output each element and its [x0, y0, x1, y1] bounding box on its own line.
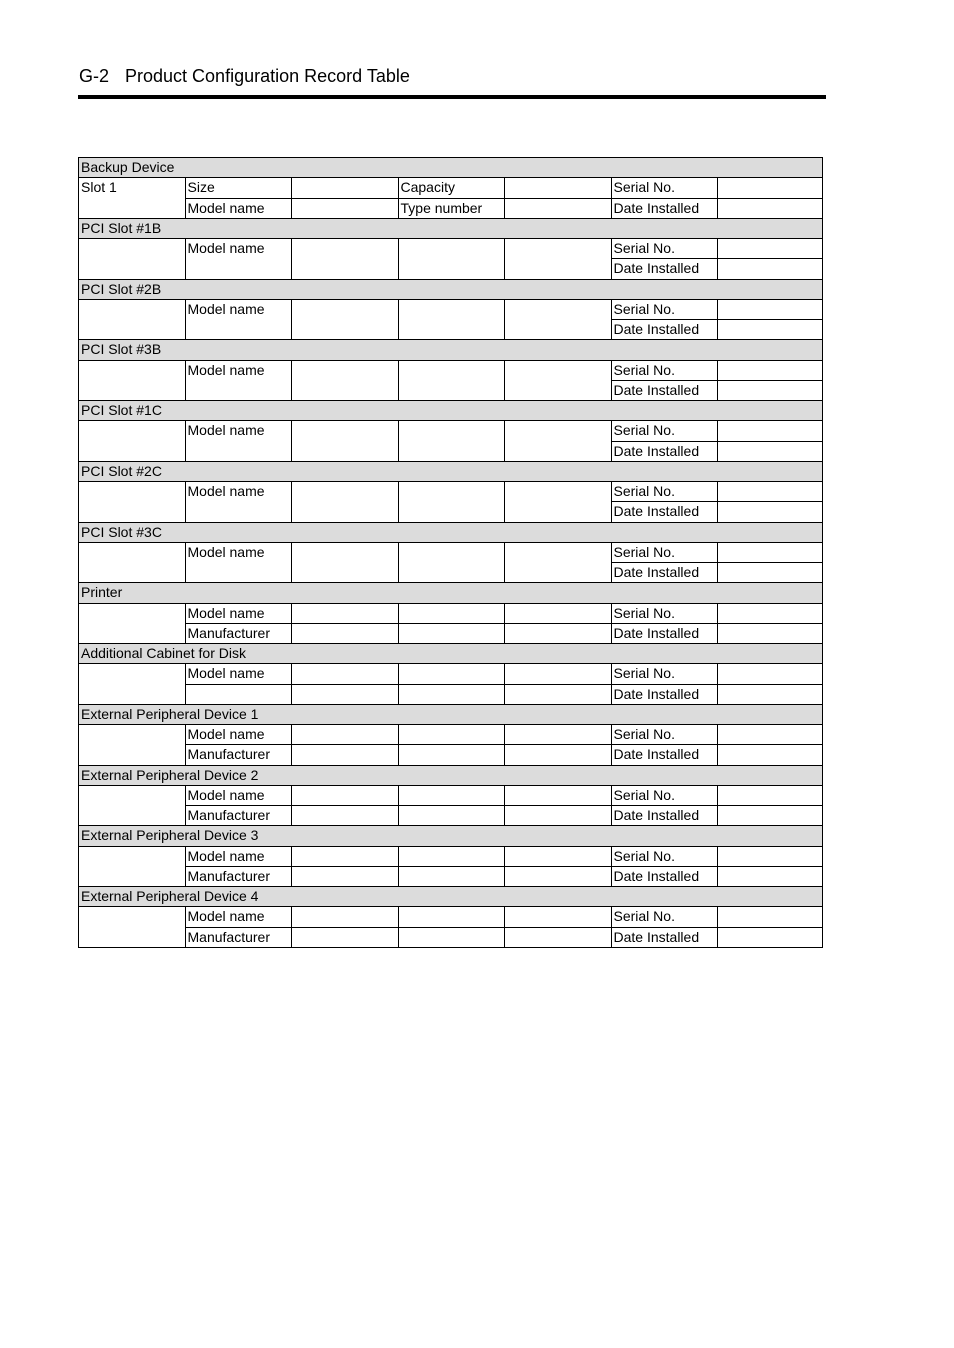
section-title-additional-cabinet-for-disk: Additional Cabinet for Disk [79, 644, 823, 664]
section-title-pci-slot-3b: PCI Slot #3B [79, 340, 823, 360]
field-label-date-installed: Date Installed [611, 320, 718, 340]
record-row [79, 846, 823, 866]
field-value-cell[interactable] [398, 421, 505, 462]
record-row [79, 684, 823, 704]
section-title-external-peripheral-device-3: External Peripheral Device 3 [79, 826, 823, 846]
field-value-cell[interactable] [292, 684, 399, 704]
record-row [79, 421, 823, 441]
field-value-cell[interactable] [398, 482, 505, 523]
item-cell-printer [79, 603, 186, 644]
field-value-cell[interactable] [505, 623, 612, 643]
section-title-external-peripheral-device-1: External Peripheral Device 1 [79, 704, 823, 724]
field-value-cell[interactable] [718, 441, 823, 461]
field-label-date-installed: Date Installed [611, 684, 718, 704]
field-value-cell[interactable] [505, 421, 612, 462]
field-value-cell[interactable] [292, 623, 399, 643]
field-value-cell[interactable] [505, 806, 612, 826]
field-value-cell[interactable] [505, 866, 612, 886]
field-label-model-name: Model name [185, 482, 292, 523]
field-value-cell[interactable] [398, 907, 505, 927]
field-value-cell[interactable] [718, 664, 823, 684]
section-title-external-peripheral-device-4: External Peripheral Device 4 [79, 887, 823, 907]
record-row [79, 542, 823, 562]
field-value-cell[interactable] [505, 684, 612, 704]
field-label-date-installed: Date Installed [611, 623, 718, 643]
field-value-cell[interactable] [718, 684, 823, 704]
field-label-model-name: Model name [185, 299, 292, 340]
section-title-printer: Printer [79, 583, 823, 603]
section-header-row [79, 887, 823, 907]
field-label-manufacturer: Manufacturer [185, 806, 292, 826]
field-value-cell[interactable] [292, 421, 399, 462]
section-header-row [79, 583, 823, 603]
field-label-model-name: Model name [185, 198, 292, 218]
record-row [79, 664, 823, 684]
field-value-cell[interactable] [505, 927, 612, 947]
field-label-empty [185, 684, 292, 704]
field-value-cell[interactable] [718, 725, 823, 745]
field-value-cell[interactable] [398, 785, 505, 805]
field-value-cell[interactable] [398, 806, 505, 826]
slot-label: Slot 1 [79, 178, 186, 219]
field-label-serial-no: Serial No. [611, 785, 718, 805]
field-value-cell[interactable] [718, 421, 823, 441]
record-row [79, 927, 823, 947]
field-value-cell[interactable] [505, 542, 612, 583]
field-label-serial-no: Serial No. [611, 542, 718, 562]
section-header-row [79, 522, 823, 542]
section-title-pci-slot-1c: PCI Slot #1C [79, 401, 823, 421]
section-title-external-peripheral-device-2: External Peripheral Device 2 [79, 765, 823, 785]
field-label-date-installed: Date Installed [611, 927, 718, 947]
item-cell-pci-slot-2b [79, 299, 186, 340]
field-label-manufacturer: Manufacturer [185, 623, 292, 643]
field-label-manufacturer: Manufacturer [185, 927, 292, 947]
field-value-cell[interactable] [505, 603, 612, 623]
field-label-model-name: Model name [185, 725, 292, 745]
field-label-serial-no: Serial No. [611, 482, 718, 502]
field-value-cell[interactable] [292, 907, 399, 927]
field-value-cell[interactable] [292, 603, 399, 623]
field-label-serial-no: Serial No. [611, 907, 718, 927]
field-value-cell[interactable] [398, 299, 505, 340]
field-value-cell[interactable] [292, 745, 399, 765]
field-label-serial-no: Serial No. [611, 664, 718, 684]
section-title-pci-slot-3c: PCI Slot #3C [79, 522, 823, 542]
field-label-model-name: Model name [185, 907, 292, 927]
section-title-pci-slot-1b: PCI Slot #1B [79, 218, 823, 238]
item-cell-external-peripheral-device-2 [79, 785, 186, 826]
field-value-cell[interactable] [718, 866, 823, 886]
configuration-record-body [79, 158, 823, 948]
record-row [79, 745, 823, 765]
field-label-serial-no: Serial No. [611, 239, 718, 259]
field-value-cell[interactable] [718, 806, 823, 826]
field-value-cell[interactable] [292, 725, 399, 745]
field-label-capacity: Capacity [398, 178, 505, 198]
field-label-manufacturer: Manufacturer [185, 745, 292, 765]
field-value-cell[interactable] [505, 846, 612, 866]
field-value-cell[interactable] [398, 745, 505, 765]
field-value-cell[interactable] [718, 846, 823, 866]
record-row [79, 299, 823, 319]
field-value-cell[interactable] [505, 664, 612, 684]
item-cell-pci-slot-1b [79, 239, 186, 280]
configuration-record-table [78, 157, 823, 948]
field-value-cell[interactable] [718, 907, 823, 927]
record-row [79, 239, 823, 259]
field-value-cell[interactable] [398, 623, 505, 643]
section-header-row [79, 704, 823, 724]
field-value-cell[interactable] [505, 299, 612, 340]
record-row [79, 623, 823, 643]
field-value-cell[interactable] [505, 725, 612, 745]
section-header-row [79, 158, 823, 178]
field-label-serial-no: Serial No. [611, 421, 718, 441]
field-value-cell[interactable] [292, 299, 399, 340]
field-value-cell[interactable] [505, 907, 612, 927]
record-row [79, 785, 823, 805]
field-label-serial-no: Serial No. [611, 846, 718, 866]
section-header-row [79, 279, 823, 299]
field-value-cell[interactable] [718, 927, 823, 947]
record-row [79, 806, 823, 826]
section-header-row [79, 644, 823, 664]
record-row [79, 866, 823, 886]
field-value-cell[interactable] [398, 927, 505, 947]
field-label-serial-no: Serial No. [611, 725, 718, 745]
field-value-cell[interactable] [718, 239, 823, 259]
field-value-cell[interactable] [398, 866, 505, 886]
field-value-cell[interactable] [718, 542, 823, 562]
field-value-cell[interactable] [505, 785, 612, 805]
item-cell-pci-slot-1c [79, 421, 186, 462]
field-label-model-name: Model name [185, 421, 292, 462]
field-value-cell[interactable] [398, 684, 505, 704]
record-row [79, 725, 823, 745]
field-value-cell[interactable] [292, 866, 399, 886]
field-value-cell[interactable] [292, 178, 399, 198]
field-value-cell[interactable] [292, 482, 399, 523]
field-value-cell[interactable] [718, 380, 823, 400]
section-header-row [79, 765, 823, 785]
field-value-cell[interactable] [292, 239, 399, 280]
field-label-date-installed: Date Installed [611, 745, 718, 765]
field-value-cell[interactable] [292, 198, 399, 218]
item-cell-pci-slot-3b [79, 360, 186, 401]
field-label-date-installed: Date Installed [611, 441, 718, 461]
field-label-model-name: Model name [185, 239, 292, 280]
page-header [78, 64, 826, 99]
field-value-cell[interactable] [718, 603, 823, 623]
field-label-serial-no: Serial No. [611, 603, 718, 623]
field-value-cell[interactable] [505, 198, 612, 218]
field-value-cell[interactable] [292, 806, 399, 826]
section-title-backup-device: Backup Device [79, 158, 823, 178]
item-cell-external-peripheral-device-3 [79, 846, 186, 887]
field-value-cell[interactable] [398, 725, 505, 745]
field-value-cell[interactable] [718, 745, 823, 765]
field-value-cell[interactable] [398, 360, 505, 401]
field-value-cell[interactable] [398, 542, 505, 583]
section-title-pci-slot-2b: PCI Slot #2B [79, 279, 823, 299]
field-label-model-name: Model name [185, 664, 292, 684]
field-label-date-installed: Date Installed [611, 259, 718, 279]
section-header-row [79, 461, 823, 481]
field-label-serial-no: Serial No. [611, 299, 718, 319]
section-header-row [79, 401, 823, 421]
field-label-model-name: Model name [185, 846, 292, 866]
field-value-cell[interactable] [718, 623, 823, 643]
record-row [79, 360, 823, 380]
item-cell-pci-slot-2c [79, 482, 186, 523]
field-value-cell[interactable] [292, 785, 399, 805]
field-label-model-name: Model name [185, 542, 292, 583]
field-value-cell[interactable] [718, 785, 823, 805]
record-row [79, 603, 823, 623]
field-label-model-name: Model name [185, 603, 292, 623]
field-value-cell[interactable] [718, 563, 823, 583]
field-value-cell[interactable] [505, 745, 612, 765]
field-label-date-installed: Date Installed [611, 563, 718, 583]
field-label-date-installed: Date Installed [611, 502, 718, 522]
field-value-cell[interactable] [398, 239, 505, 280]
field-value-cell[interactable] [718, 360, 823, 380]
field-value-cell[interactable] [292, 664, 399, 684]
section-title-pci-slot-2c: PCI Slot #2C [79, 461, 823, 481]
section-header-row [79, 340, 823, 360]
field-value-cell[interactable] [718, 320, 823, 340]
page-title: Product Configuration Record Table [125, 66, 410, 86]
field-label-date-installed: Date Installed [611, 380, 718, 400]
field-value-cell[interactable] [718, 482, 823, 502]
field-label-type-number: Type number [398, 198, 505, 218]
field-value-cell[interactable] [718, 198, 823, 218]
field-label-model-name: Model name [185, 360, 292, 401]
field-value-cell[interactable] [505, 178, 612, 198]
item-cell-pci-slot-3c [79, 542, 186, 583]
field-value-cell[interactable] [718, 259, 823, 279]
field-label-serial-no: Serial No. [611, 360, 718, 380]
field-label-model-name: Model name [185, 785, 292, 805]
field-value-cell[interactable] [292, 846, 399, 866]
item-cell-additional-cabinet-for-disk [79, 664, 186, 705]
section-header-row [79, 218, 823, 238]
item-cell-external-peripheral-device-4 [79, 907, 186, 948]
field-label-date-installed: Date Installed [611, 866, 718, 886]
field-value-cell[interactable] [398, 664, 505, 684]
field-value-cell[interactable] [292, 360, 399, 401]
page-section-number: G-2 [79, 66, 110, 86]
record-row [79, 198, 823, 218]
field-label-date-installed: Date Installed [611, 806, 718, 826]
field-value-cell[interactable] [505, 482, 612, 523]
field-value-cell[interactable] [292, 542, 399, 583]
record-row [79, 482, 823, 502]
field-value-cell[interactable] [718, 299, 823, 319]
field-value-cell[interactable] [505, 360, 612, 401]
field-value-cell[interactable] [398, 603, 505, 623]
field-label-manufacturer: Manufacturer [185, 866, 292, 886]
field-value-cell[interactable] [398, 846, 505, 866]
record-row [79, 907, 823, 927]
record-row [79, 178, 823, 198]
field-label-date-installed: Date Installed [611, 198, 718, 218]
field-label-size: Size [185, 178, 292, 198]
field-label-serial-no: Serial No. [611, 178, 718, 198]
field-value-cell[interactable] [718, 502, 823, 522]
field-value-cell[interactable] [718, 178, 823, 198]
field-value-cell[interactable] [505, 239, 612, 280]
item-cell-external-peripheral-device-1 [79, 725, 186, 766]
field-value-cell[interactable] [292, 927, 399, 947]
section-header-row [79, 826, 823, 846]
